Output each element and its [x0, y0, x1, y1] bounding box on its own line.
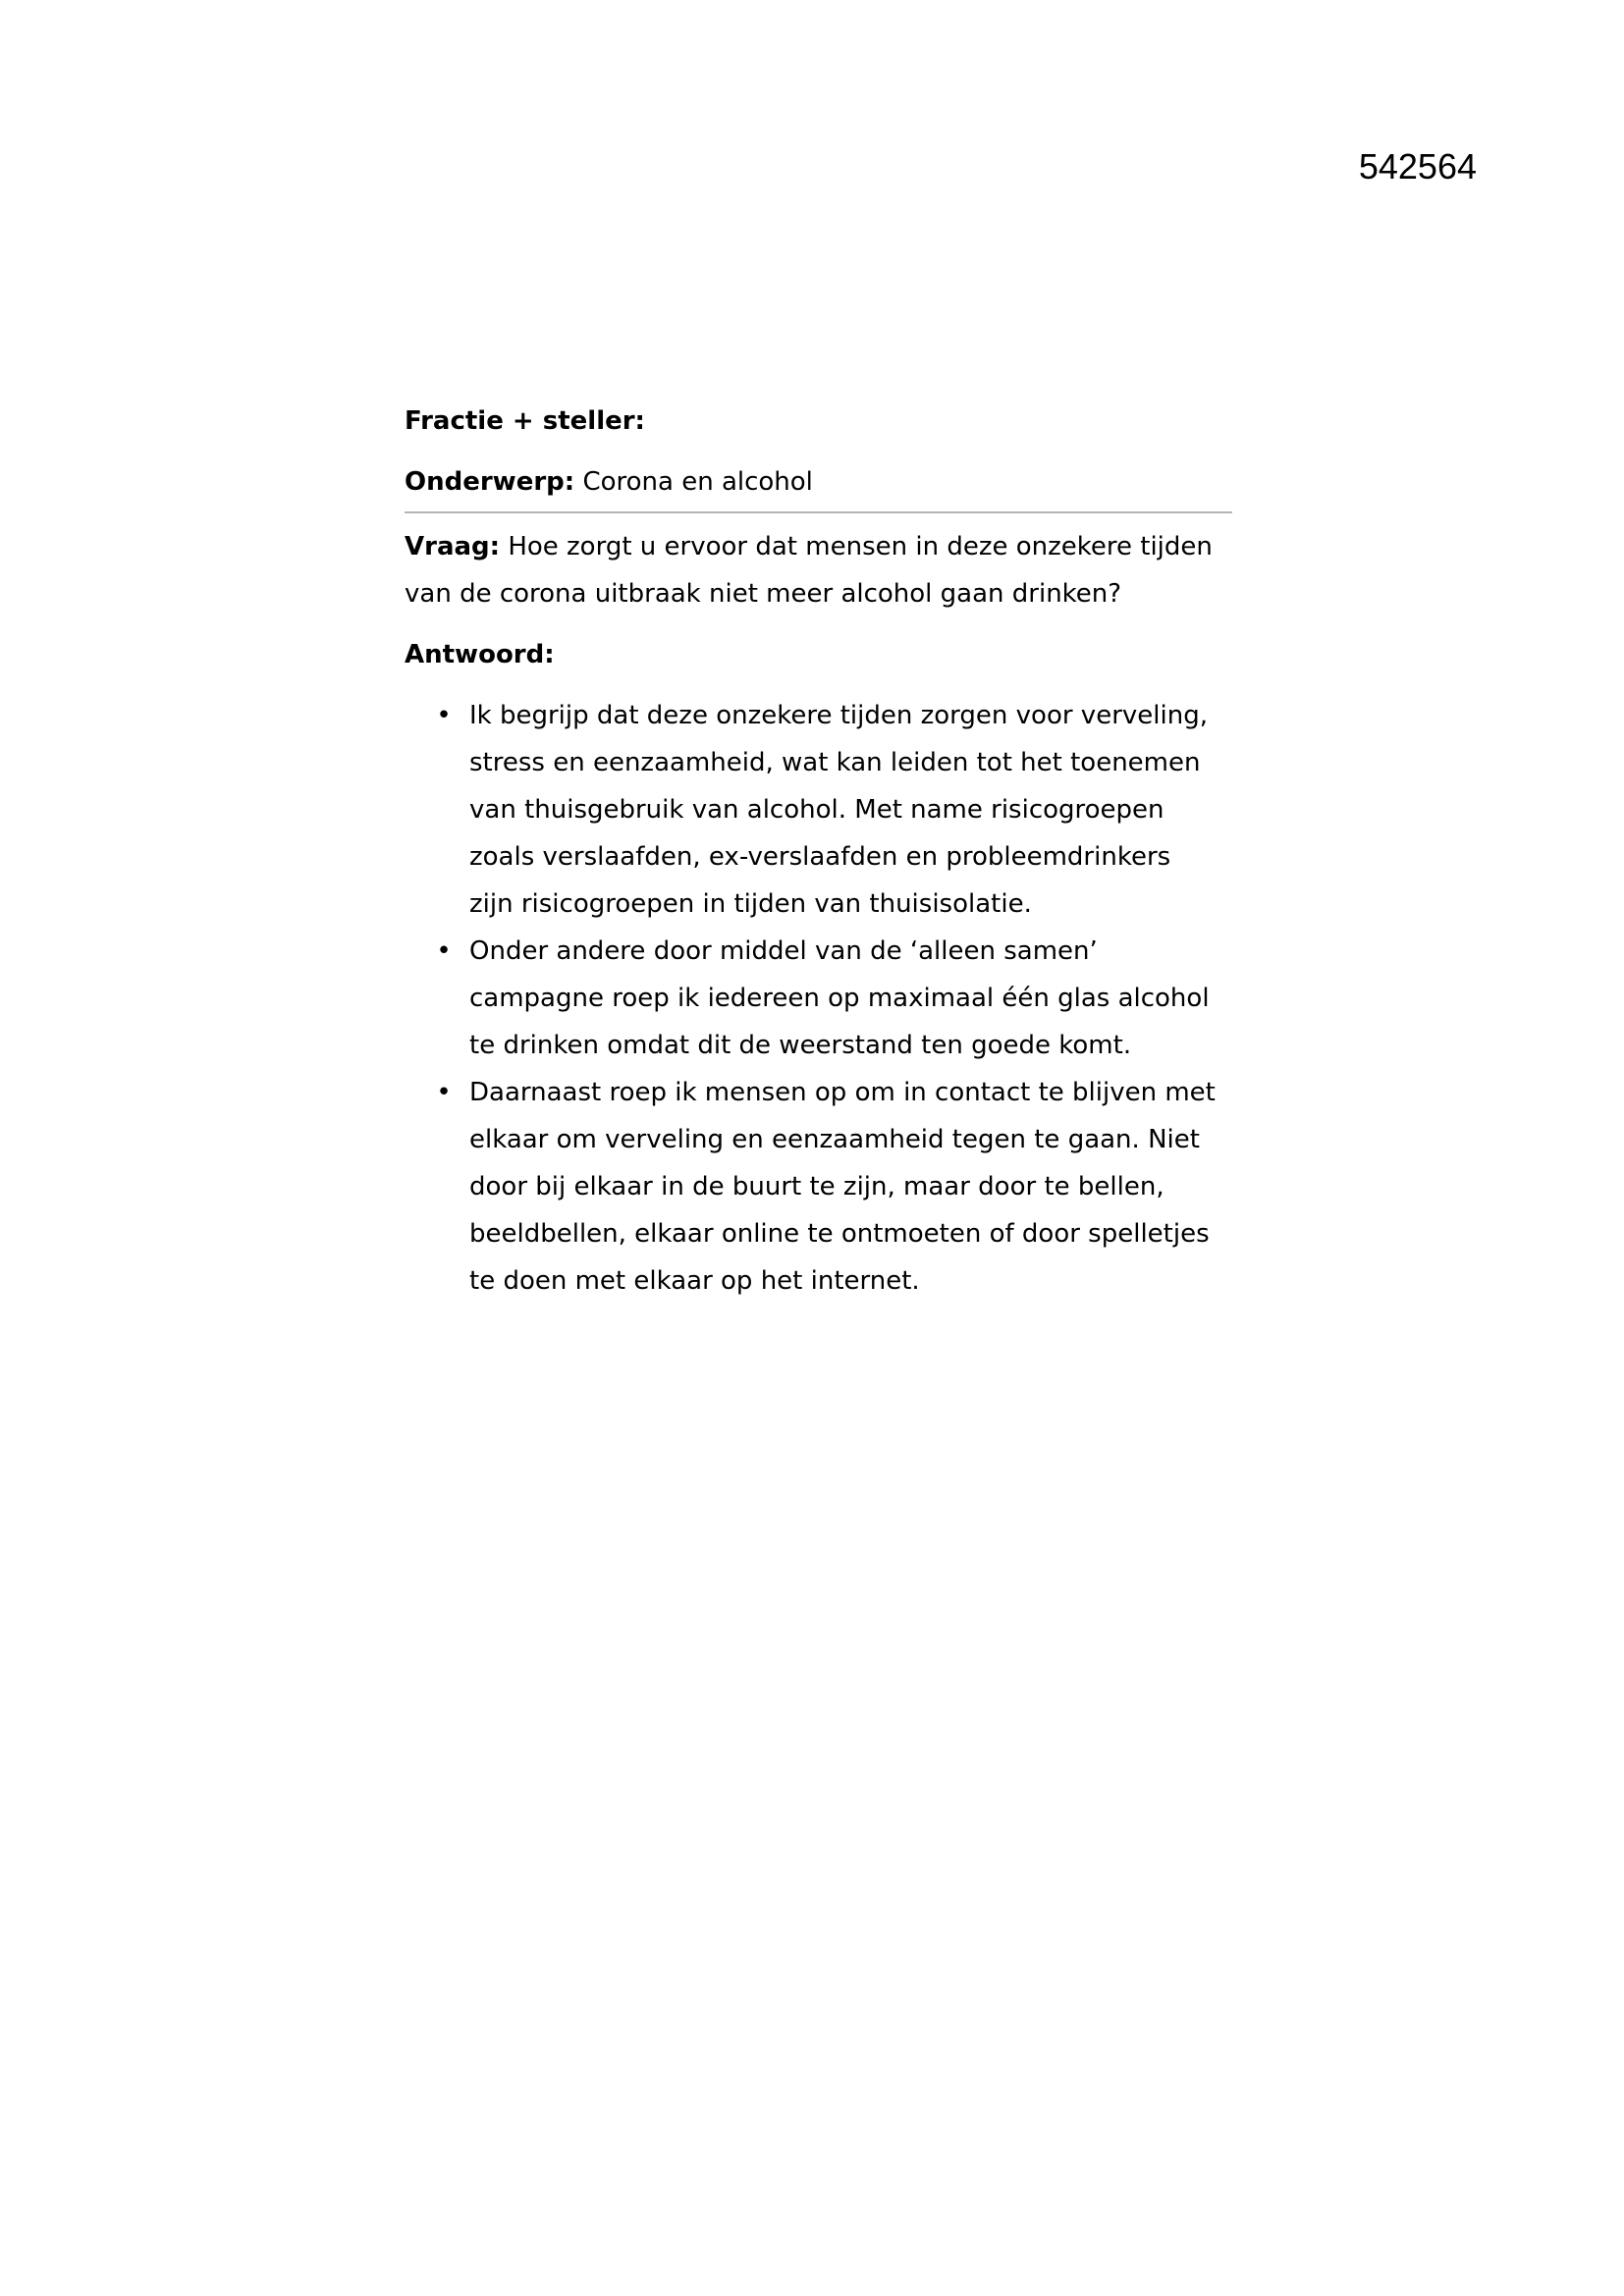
antwoord-label: Antwoord: — [405, 640, 555, 669]
bullet-icon: • — [436, 701, 452, 730]
answer-list — [405, 692, 1232, 1305]
answer-line: elkaar om verveling en eenzaamheid tegen te gaan. Niet — [469, 1125, 1200, 1154]
fractie-label: Fractie + steller: — [405, 406, 645, 436]
answer-line: door bij elkaar in de buurt te zijn, maar door te bellen, — [469, 1172, 1164, 1201]
answer-item — [436, 1069, 1232, 1305]
bullet-icon: • — [436, 1078, 452, 1107]
answer-line: zoals verslaafden, ex-verslaafden en probleemdrinkers — [469, 842, 1171, 872]
onderwerp-label: Onderwerp: — [405, 467, 575, 497]
answer-line: Daarnaast roep ik mensen op om in contact te blijven met — [469, 1078, 1216, 1107]
onderwerp-field — [405, 458, 1232, 511]
fractie-field — [405, 398, 1232, 445]
vraag-label: Vraag: — [405, 532, 501, 561]
answer-line: Ik begrijp dat deze onzekere tijden zorgen voor verveling, — [469, 701, 1208, 730]
answer-line: te drinken omdat dit de weerstand ten goede komt. — [469, 1031, 1132, 1060]
answer-line: van thuisgebruik van alcohol. Met name risicogroepen — [469, 795, 1164, 825]
answer-item — [436, 928, 1232, 1069]
onderwerp-value: Corona en alcohol — [582, 467, 813, 497]
vraag-field — [405, 523, 1232, 617]
document-body — [405, 398, 1232, 1305]
answer-line: beeldbellen, elkaar online te ontmoeten of door spelletjes — [469, 1219, 1210, 1249]
answer-line: Onder andere door middel van de ‘alleen samen’ — [469, 936, 1098, 966]
answer-item — [436, 692, 1232, 928]
answer-line: stress en eenzaamheid, wat kan leiden tot het toenemen — [469, 748, 1201, 777]
answer-line: zijn risicogroepen in tijden van thuisisolatie. — [469, 889, 1032, 919]
document-number: 542564 — [1358, 146, 1477, 187]
divider — [405, 511, 1232, 513]
antwoord-field — [405, 631, 1232, 678]
answer-line: te doen met elkaar op het internet. — [469, 1266, 920, 1296]
answer-line: campagne roep ik iedereen op maximaal één glas alcohol — [469, 984, 1210, 1013]
bullet-icon: • — [436, 936, 452, 966]
vraag-value: Hoe zorgt u ervoor dat mensen in deze onzekere tijden van de corona uitbraak niet meer alcohol gaan drinken? — [405, 532, 1213, 609]
